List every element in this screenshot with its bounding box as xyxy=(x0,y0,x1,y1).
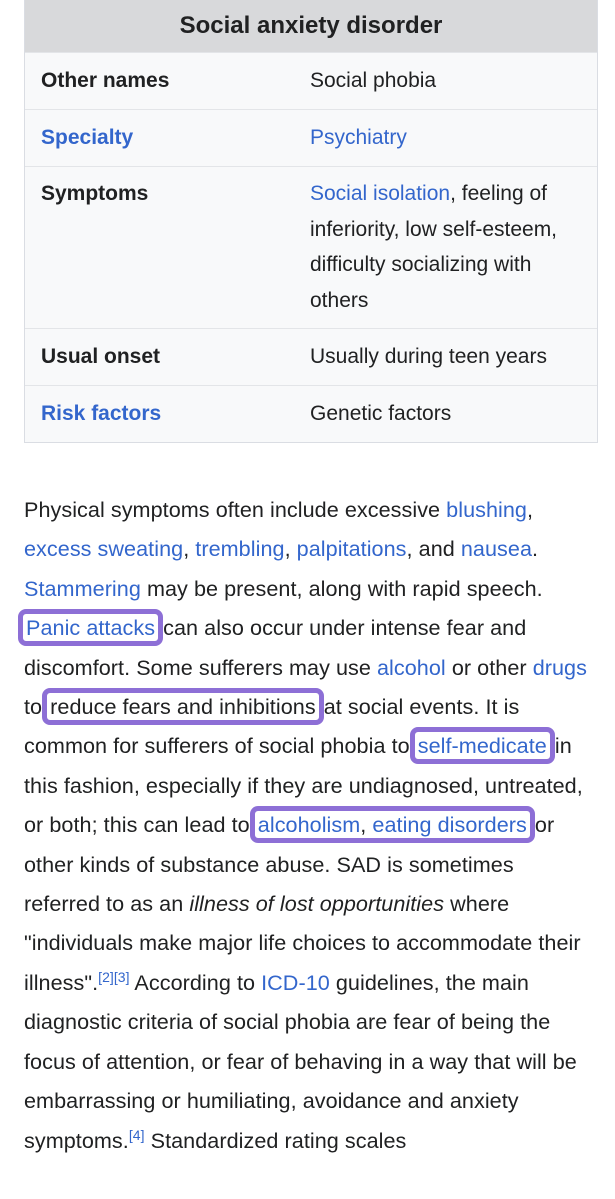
text: can also occur under intense fear and discomfort. Some sufferers may use xyxy=(24,615,527,680)
infobox-label: Other names xyxy=(41,69,170,93)
text: , and xyxy=(406,536,461,562)
trembling-link[interactable]: trembling xyxy=(195,536,285,562)
article-body xyxy=(24,490,594,1160)
blushing-link[interactable]: blushing xyxy=(446,497,527,522)
drugs-link[interactable]: drugs xyxy=(532,654,587,680)
stammering-link[interactable]: Stammering xyxy=(24,575,141,601)
text: , xyxy=(284,536,297,562)
eating-disorders-link[interactable]: eating disorders xyxy=(372,812,527,838)
icd-10-link[interactable]: ICD-10 xyxy=(261,969,330,995)
text: Standardized rating scales xyxy=(144,1127,407,1153)
infobox-value: Genetic factors xyxy=(310,402,452,426)
text: , xyxy=(360,812,373,838)
citation-2-3[interactable]: [2][3] xyxy=(98,968,130,985)
text: to xyxy=(24,694,49,720)
infobox xyxy=(24,0,598,443)
text: guidelines, the main diagnostic criteria of social phobia are fear of being the focus of attention, or fear of behaving in a way that will be embarrassing or humiliating, avoidance and anxiety symptoms. xyxy=(24,969,577,1153)
excess-sweating-link[interactable]: excess sweating xyxy=(24,536,184,562)
panic-attacks-link[interactable]: Panic attacks xyxy=(26,615,156,641)
specialty-label-link[interactable]: Specialty xyxy=(41,126,134,150)
social-isolation-link[interactable]: Social isolation xyxy=(310,182,451,205)
text: , xyxy=(183,536,196,562)
highlight-box xyxy=(256,812,529,837)
infobox-value: Social phobia xyxy=(310,69,437,93)
text: at social events. It is common for sufferers of social phobia to xyxy=(24,694,520,759)
text: Physical symptoms often include excessive xyxy=(24,497,447,522)
emphasis-text: illness of lost opportunities xyxy=(189,891,445,917)
alcohol-link[interactable]: alcohol xyxy=(376,654,446,680)
palpitations-link[interactable]: palpitations xyxy=(296,536,407,562)
infobox-label: Symptoms xyxy=(41,182,149,205)
symptoms-text: , feeling of inferiority, low self-esteem, difficulty socializing with others xyxy=(310,182,558,312)
highlighted-text: reduce fears and inhibitions xyxy=(50,694,316,720)
infobox-value xyxy=(310,176,597,318)
text: . xyxy=(532,536,539,562)
text: According to xyxy=(129,969,262,995)
alcoholism-link[interactable]: alcoholism xyxy=(257,812,361,838)
text: in this fashion, especially if they are undiagnosed, untreated, or both; this can lead to xyxy=(24,733,583,838)
text: where "individuals make major life choices to accommodate their illness". xyxy=(24,891,581,995)
nausea-link[interactable]: nausea xyxy=(460,536,533,562)
text: , xyxy=(527,497,534,522)
text: or other xyxy=(445,654,533,680)
article-paragraph xyxy=(24,490,594,1160)
infobox-label: Usual onset xyxy=(41,345,161,369)
infobox-row-other-names xyxy=(25,52,597,109)
infobox-value: Usually during teen years xyxy=(310,345,547,369)
text: may be present, along with rapid speech. xyxy=(140,575,543,601)
risk-factors-label-link[interactable]: Risk factors xyxy=(41,402,162,426)
psychiatry-link[interactable]: Psychiatry xyxy=(310,126,407,150)
self-medicate-link[interactable]: self-medicate xyxy=(417,733,547,759)
infobox-row-usual-onset xyxy=(25,328,597,385)
infobox-row-risk-factors xyxy=(25,385,597,442)
infobox-row-symptoms xyxy=(25,166,597,328)
infobox-title: Social anxiety disorder xyxy=(25,0,597,52)
text: or other kinds of substance abuse. SAD is sometimes referred to as an xyxy=(24,812,555,917)
infobox-row-specialty xyxy=(25,109,597,166)
citation-4[interactable]: [4] xyxy=(128,1126,145,1143)
